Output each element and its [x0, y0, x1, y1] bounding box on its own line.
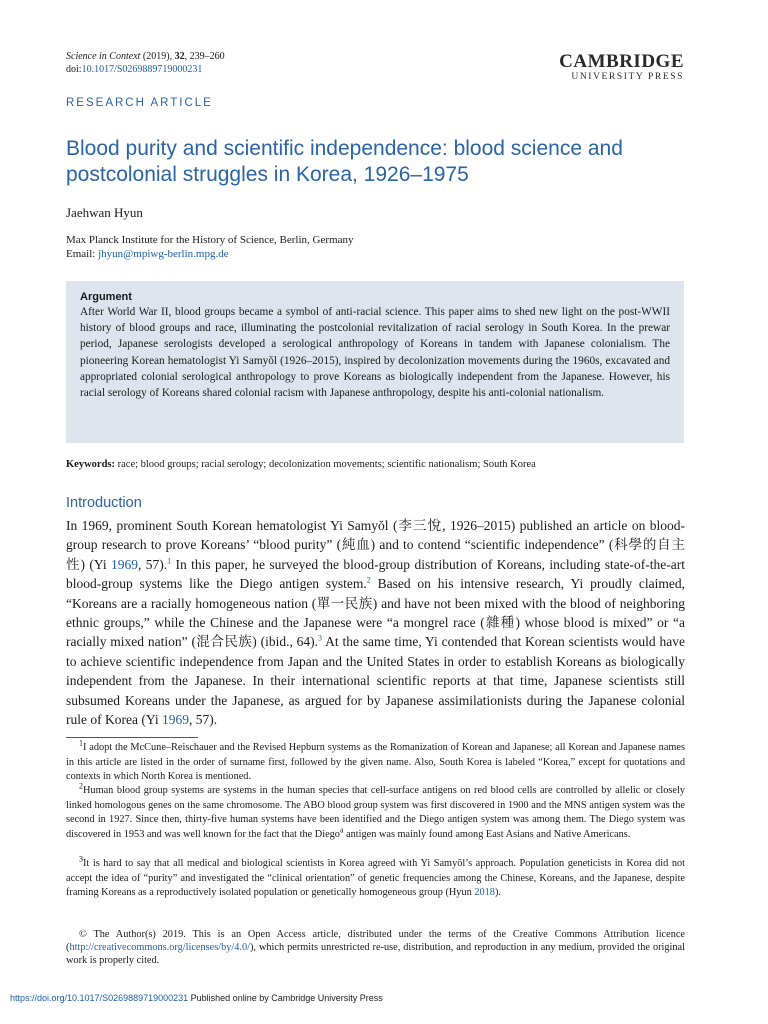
- footnote-ref-2[interactable]: 2: [366, 575, 371, 585]
- footnote-ref-3[interactable]: 3: [318, 633, 323, 643]
- citation-link[interactable]: 1969: [111, 556, 139, 572]
- keywords-text: race; blood groups; racial serology; decolonization movements; scientific nationalism; South Korea: [115, 459, 536, 470]
- footnote-ref-1[interactable]: 1: [167, 556, 172, 566]
- body-paragraph: [66, 516, 685, 729]
- author-name: Jaehwan Hyun: [66, 205, 143, 220]
- journal-volume: 32: [174, 51, 185, 62]
- publisher-logo: [559, 52, 684, 83]
- footnote-3: [66, 854, 685, 901]
- publisher-subtitle: UNIVERSITY PRESS: [571, 72, 684, 82]
- body-text-segment: , 57).: [138, 556, 168, 572]
- footnote-1: [66, 738, 685, 785]
- footer-doi: [10, 993, 383, 1003]
- keywords: [66, 458, 686, 472]
- keywords-label: Keywords:: [66, 459, 115, 470]
- email-link[interactable]: jhyun@mpiwg-berlin.mpg.de: [98, 248, 229, 260]
- license-link[interactable]: http://creativecommons.org/licenses/by/4.0/: [69, 942, 250, 953]
- license-text: ), which permits unrestricted re-use, distribution, and reproduction in any medium, provided the original work is properly cited.: [66, 942, 685, 966]
- email-label: Email:: [66, 248, 99, 260]
- footnote-text: Human blood group systems are systems in the human species that cell-surface antigens on red blood cells are controlled by allelic or closely linked homologous genes on the same chromosome. The ABO blood group system was first discovered in 1900 and the MNS antigen system was the second in 1927. Since then, thirty-five human systems have been identified and the Diego antigen system was among them. The Diego system was discovered in 1953 and was well known for the fact that the Diego: [66, 785, 685, 840]
- license-text: © The Author(s) 2019. This is an Open Access article, distributed under the terms of the Creative Commons Attribution licence (: [66, 929, 685, 953]
- footnote-number: 2: [79, 781, 83, 791]
- publisher-name: CAMBRIDGE: [559, 51, 684, 72]
- body-text-segment: In this paper, he surveyed the blood-group distribution of Koreans, including state-of-the-art blood-group systems like the Diego antigen system.: [66, 556, 686, 592]
- footnote-superscript: a: [339, 825, 344, 835]
- footnote-2: [66, 781, 685, 842]
- journal-year: (2019),: [140, 51, 175, 62]
- doi-prefix: doi:: [66, 64, 82, 75]
- journal-citation: [66, 50, 225, 76]
- article-title: Blood purity and scientific independence: blood science and postcolonial struggles in Korea, 1926–1975: [66, 137, 623, 186]
- footnote-number: 1: [79, 738, 83, 748]
- journal-pages: , 239–260: [184, 51, 225, 62]
- footer-doi-link[interactable]: https://doi.org/10.1017/S0269889719000231: [10, 993, 189, 1003]
- footnote-text: ).: [494, 887, 501, 899]
- footnote-number: 3: [79, 854, 83, 864]
- doi-link[interactable]: 10.1017/S0269889719000231: [81, 64, 203, 75]
- citation-link[interactable]: 2018: [474, 887, 495, 899]
- body-text-segment: , 57).: [188, 712, 218, 728]
- footnote-divider: [66, 737, 198, 738]
- affiliation-block: [66, 233, 686, 261]
- body-text-segment: At the same time, Yi contended that Korean scientists would have to achieve scientific independence from Japan and the United States in order to establish Koreans as biologically independent from the Japanese. In their international scientific reports at that time, Japanese scientists still subsumed Koreans under the Japanese, as argued for by Japanese assimilationists during the Japanese colonial rule of Korea (Yi: [66, 634, 685, 728]
- affiliation: Max Planck Institute for the History of Science, Berlin, Germany: [66, 234, 354, 246]
- citation-link[interactable]: 1969: [161, 712, 189, 728]
- abstract-heading: Argument: [80, 291, 132, 303]
- footnote-text: It is hard to say that all medical and biological scientists in Korea agreed with Yi Samyŏl’s approach. Population geneticists in Korea did not accept the idea of “purity” and investigated the “clinical orientation” of genetic frequencies among the Chinese, Koreans, and the Japanese, despite framing Koreans as a reproductively isolated population or genetically homogeneous group (Hyun: [66, 858, 685, 899]
- footnote-text: antigen was mainly found among East Asians and Native Americans.: [343, 828, 631, 840]
- license-notice: [66, 928, 685, 967]
- journal-name: Science in Context: [66, 51, 141, 62]
- section-heading-introduction: Introduction: [66, 495, 142, 511]
- body-text-segment: In 1969, prominent South Korean hematologist Yi Samyŏl (李三悅, 1926–2015) published an article on blood-group research to prove Koreans’ “blood purity” (純血) and to contend “scientific independence” (科學的自主性) (Yi: [66, 518, 685, 572]
- abstract-box: [66, 281, 684, 443]
- footer-text: Published online by Cambridge University Press: [188, 993, 383, 1003]
- body-text-segment: Based on his intensive research, Yi proudly claimed, “Koreans are a racially homogeneous nation (單一民族) and have not been mixed with the blood of neighboring ethnic groups,” while the Chinese and the Japanese were “a mongrel race (雜種) whose blood is mixed” or “a racially mixed nation” (混合民族) (ibid., 64).: [66, 576, 685, 650]
- abstract-text: After World War II, blood groups became a symbol of anti-racial science. This paper aims to shed new light on the post-WWII history of blood groups and race, illuminating the postcolonial revitalization of racial serology in South Korea. In the prewar period, Japanese serologists developed a serological anthropology of Koreans in tandem with Japanese colonialism. The pioneering Korean hematologist Yi Samyŏl (1926–2015), inspired by decolonization movements during the 1960s, excavated and appropriated colonial serological anthropology to prove Koreans as biologically independent from the Japanese. However, his racial serology of Koreans shared colonial racism with Japanese anthropology, despite his anti-colonial nationalism.: [80, 306, 670, 400]
- article-type: RESEARCH ARTICLE: [66, 97, 213, 109]
- footnote-text: I adopt the McCune–Reischauer and the Revised Hepburn systems as the Romanization of Korean and Japanese; all Korean and Japanese names in this article are listed in the order of surname first, followed by the given name. Also, South Korea is labeled “Korea,” except for quotations and contexts in which North Korea is mentioned.: [66, 742, 685, 783]
